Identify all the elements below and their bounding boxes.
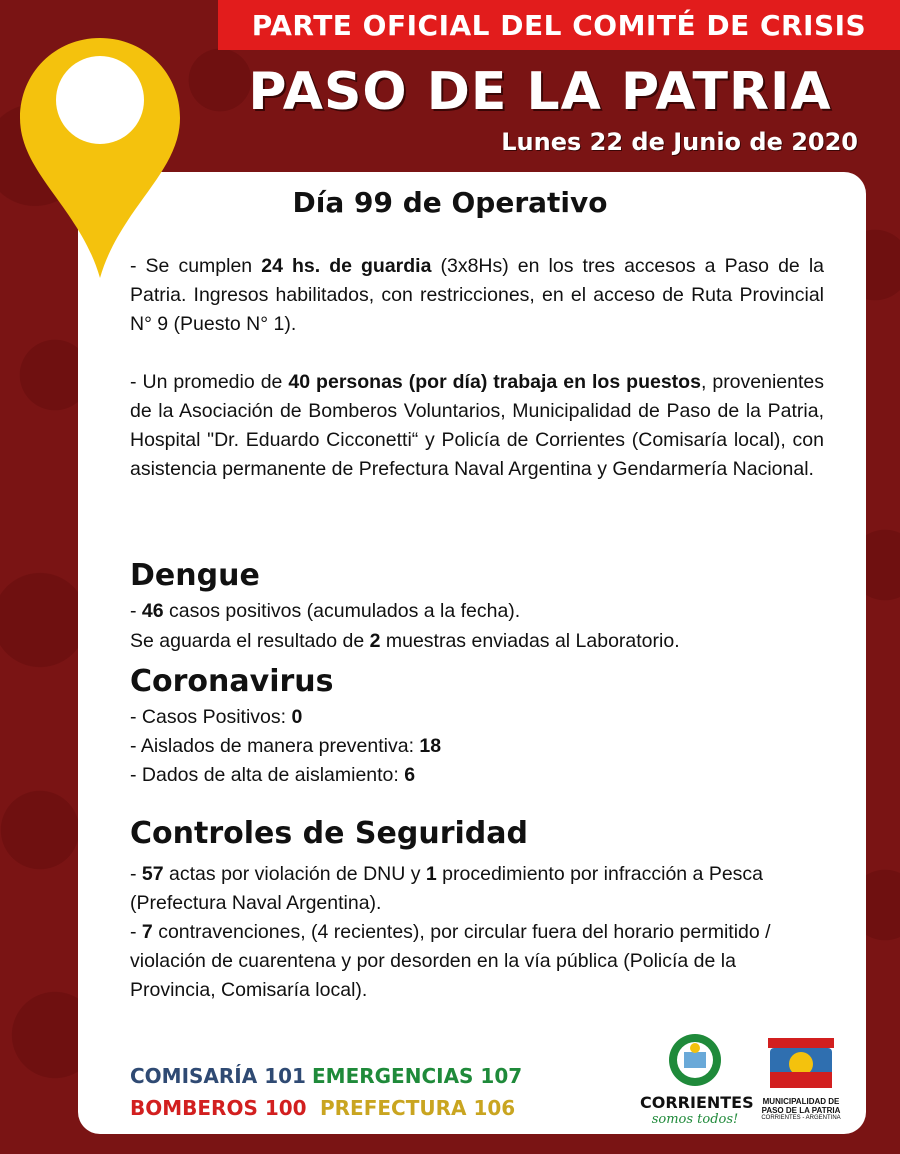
corrientes-logo [640,1030,754,1127]
dengue-line-2: Se aguarda el resultado de 2 muestras enviadas al Laboratorio. [130,630,680,652]
operativo-paragraph-1: - Se cumplen 24 hs. de guardia (3x8Hs) en los tres accesos a Paso de la Patria. Ingresos habilitados, con restricciones, en el acceso de Ruta Provincial N° 9 (Puesto N° 1). [130,255,824,335]
header-banner: PARTE OFICIAL DEL COMITÉ DE CRISIS [218,0,900,50]
location-pin-icon [20,38,180,278]
controles-paragraph-1: - 57 actas por violación de DNU y 1 procedimiento por infracción a Pesca (Prefectura Naval Argentina). [130,863,764,914]
dengue-line-1: - 46 casos positivos (acumulados a la fecha). [130,600,521,622]
municipalidad-line-1: MUNICIPALIDAD DE [762,1097,840,1106]
phone-bomberos: BOMBEROS 100 [130,1096,307,1120]
corrientes-logo-slogan: somos todos! [651,1112,739,1127]
coronavirus-line-3: - Dados de alta de aislamiento: 6 [130,764,416,786]
coronavirus-line-1: - Casos Positivos: 0 [130,706,303,728]
municipalidad-line-2: PASO DE LA PATRIA [761,1106,841,1115]
date-line: Lunes 22 de Junio de 2020 [501,128,858,156]
phone-emergencias: EMERGENCIAS 107 [312,1064,523,1088]
operativo-paragraph-2: - Un promedio de 40 personas (por día) trabaja en los puestos, provenientes de la Asociación de Bomberos Voluntarios, Municipalidad de Paso de la Patria, Hospital "Dr. Eduardo Cicconetti“ y Policía de Corrientes (Comisaría local), con asistencia permanente de Prefectura Naval Argentina y Gendarmería Nacional. [130,371,825,480]
municipalidad-line-3: CORRIENTES - ARGENTINA [761,1115,841,1121]
operativo-title: Día 99 de Operativo [292,186,608,219]
controles-paragraph-2: - 7 contravenciones, (4 recientes), por circular fuera del horario permitido / violación de cuarentena y por desorden en la vía pública (Policía de la Provincia, Comisaría local). [130,921,771,1001]
coronavirus-heading: Coronavirus [130,664,334,699]
coronavirus-line-2: - Aislados de manera preventiva: 18 [130,735,442,757]
dengue-heading: Dengue [130,558,260,593]
municipalidad-emblem-icon [756,1034,846,1092]
corrientes-seal-icon [640,1030,750,1088]
municipalidad-logo [756,1034,846,1129]
controles-heading: Controles de Seguridad [130,816,528,851]
phone-comisaria: COMISARÍA 101 [130,1064,306,1088]
phone-prefectura: PREFECTURA 106 [320,1096,516,1120]
page-title: PASO DE LA PATRIA [248,62,832,122]
corrientes-logo-text: CORRIENTES [640,1093,754,1112]
